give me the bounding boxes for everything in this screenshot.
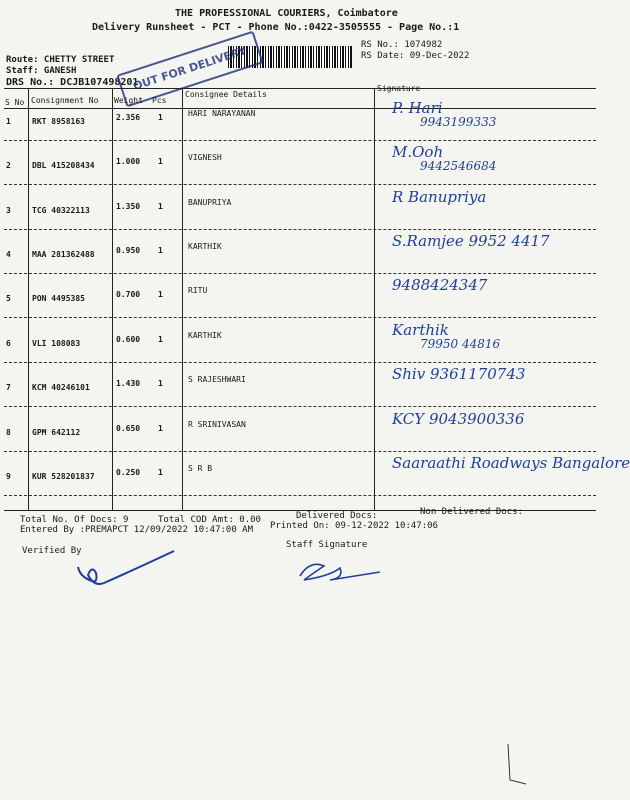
row-sno: 6 (6, 339, 11, 348)
row-divider (4, 273, 596, 274)
row-consignment: VLI 108083 (32, 339, 81, 348)
row-sno: 2 (6, 161, 11, 170)
row-signature: Karthik (392, 321, 449, 339)
row-signature: KCY 9043900336 (392, 410, 525, 428)
row-signature: M.Ooh (392, 143, 444, 161)
row-pcs: 1 (158, 246, 163, 255)
delivery-stamp: OUT FOR DELIVERY (116, 31, 263, 108)
row-divider (4, 229, 596, 230)
row-signature: Saaraathi Roadways Bangalore (392, 454, 630, 472)
row-divider (4, 406, 596, 407)
row-consignee: BANUPRIYA (188, 198, 232, 207)
rs-date: RS Date: 09-Dec-2022 (361, 51, 470, 61)
row-consignee: S R B (188, 464, 213, 473)
row-pcs: 1 (158, 335, 163, 344)
row-weight: 0.950 (116, 246, 141, 255)
row-consignment: KCM 40246101 (32, 383, 90, 392)
col-divider (28, 88, 29, 510)
row-signature-phone: 9943199333 (420, 115, 497, 129)
row-pcs: 1 (158, 290, 163, 299)
row-consignment: KUR 528201837 (32, 472, 95, 481)
row-pcs: 1 (158, 202, 163, 211)
row-consignment: RKT 8958163 (32, 117, 85, 126)
row-signature-phone: 9442546684 (420, 159, 497, 173)
verified-by: Verified By (22, 546, 82, 556)
row-signature: 9488424347 (392, 276, 488, 294)
row-consignee: HARI NARAYANAN (188, 109, 256, 118)
row-divider (4, 184, 596, 185)
row-pcs: 1 (158, 157, 163, 166)
staff-signature-mark (290, 552, 390, 592)
row-signature: Shiv 9361170743 (392, 365, 526, 383)
rs-number: RS No.: 1074982 (361, 40, 443, 50)
row-sno: 5 (6, 294, 11, 303)
col-header-sno: S No (5, 98, 25, 107)
row-consignment: GPM 642112 (32, 428, 81, 437)
col-header-signature: Signature (377, 84, 421, 93)
route-label: Route: CHETTY STREET (6, 55, 115, 65)
col-divider (112, 88, 113, 510)
col-header-consignment: Consignment No (31, 96, 99, 105)
printed-on: Printed On: 09-12-2022 10:47:06 (270, 521, 438, 531)
non-delivered-docs: Non Delivered Docs: (420, 507, 523, 517)
row-signature: R Banupriya (392, 188, 487, 206)
header-bottom-border (4, 108, 596, 109)
row-divider (4, 362, 596, 363)
row-consignee: VIGNESH (188, 153, 222, 162)
row-sno: 4 (6, 250, 11, 259)
row-sno: 9 (6, 472, 11, 481)
company-title: THE PROFESSIONAL COURIERS, Coimbatore (175, 8, 398, 19)
total-docs: Total No. Of Docs: 9 (20, 515, 129, 525)
row-consignee: KARTHIK (188, 242, 222, 251)
entered-by: Entered By :PREMAPCT 12/09/2022 10:47:00 AM (20, 525, 253, 535)
verified-signature (70, 545, 180, 595)
row-weight: 0.700 (116, 290, 141, 299)
delivered-docs: Delivered Docs: (296, 511, 378, 521)
row-consignee: S RAJESHWARI (188, 375, 246, 384)
drs-number: DRS No.: DCJB107498201 (6, 77, 139, 88)
col-header-pcs: Pcs (152, 96, 167, 105)
row-sno: 7 (6, 383, 11, 392)
row-signature: S.Ramjee 9952 4417 (392, 232, 550, 250)
table-top-border (4, 88, 596, 89)
row-consignment: PON 4495385 (32, 294, 85, 303)
row-weight: 1.350 (116, 202, 141, 211)
row-sno: 1 (6, 117, 11, 126)
row-weight: 2.356 (116, 113, 141, 122)
col-divider (374, 88, 375, 510)
corner-mark (500, 740, 530, 790)
row-divider (4, 451, 596, 452)
row-consignment: DBL 415208434 (32, 161, 95, 170)
staff-signature-label: Staff Signature (286, 540, 368, 550)
row-weight: 0.650 (116, 424, 141, 433)
runsheet-title: Delivery Runsheet - PCT - Phone No.:0422-3505555 - Page No.:1 (92, 22, 460, 33)
row-consignee: KARTHIK (188, 331, 222, 340)
row-consignee: R SRINIVASAN (188, 420, 246, 429)
row-weight: 1.000 (116, 157, 141, 166)
staff-label: Staff: GANESH (6, 66, 77, 76)
row-pcs: 1 (158, 424, 163, 433)
row-signature-phone: 79950 44816 (420, 337, 501, 351)
row-pcs: 1 (158, 113, 163, 122)
row-weight: 1.430 (116, 379, 141, 388)
row-divider (4, 140, 596, 141)
total-cod: Total COD Amt: 0.00 (158, 515, 261, 525)
row-consignment: MAA 281362488 (32, 250, 95, 259)
row-divider (4, 317, 596, 318)
row-weight: 0.250 (116, 468, 141, 477)
row-pcs: 1 (158, 379, 163, 388)
row-weight: 0.600 (116, 335, 141, 344)
row-consignment: TCG 40322113 (32, 206, 90, 215)
row-divider (4, 495, 596, 496)
col-divider (182, 88, 183, 510)
row-consignee: RITU (188, 286, 208, 295)
row-signature: P. Hari (392, 99, 443, 117)
row-sno: 3 (6, 206, 11, 215)
col-header-weight: Weight (114, 96, 143, 105)
row-sno: 8 (6, 428, 11, 437)
col-header-consignee: Consignee Details (185, 90, 267, 99)
row-pcs: 1 (158, 468, 163, 477)
